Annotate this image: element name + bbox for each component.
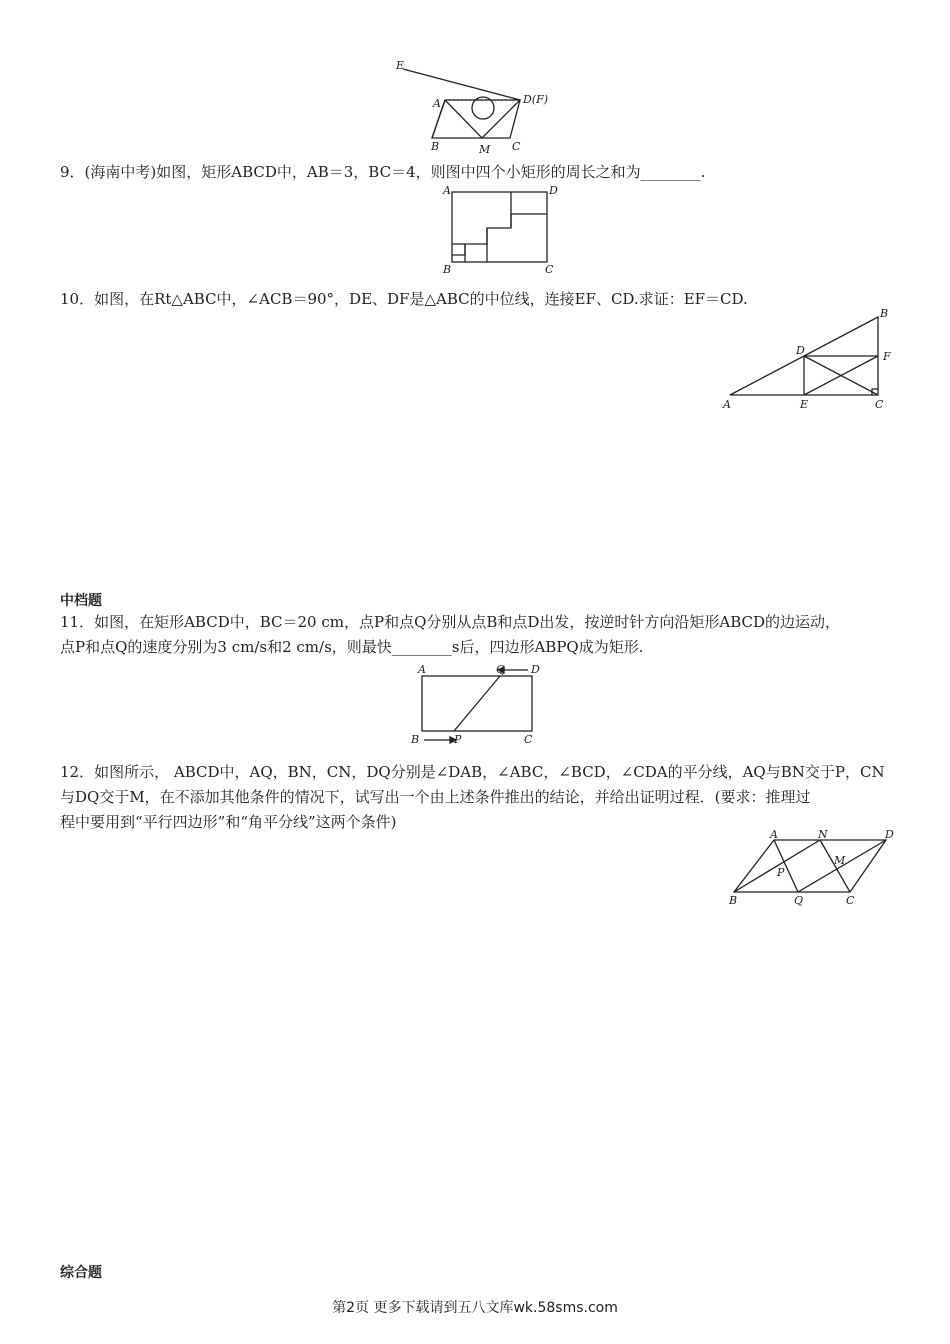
fig11-pq xyxy=(454,676,500,731)
fig8-fold-lines xyxy=(403,69,520,138)
fig8-label-b: B xyxy=(431,140,440,153)
fig10-label-c: C xyxy=(875,398,884,411)
question-11-line-1: 11．如图，在矩形ABCD中，BC＝20 cm，点P和点Q分别从点B和点D出发，按逆时针方向沿矩形ABCD的边运动， xyxy=(60,613,841,631)
fig11-label-p: P xyxy=(454,733,462,746)
fig10-label-d: D xyxy=(796,344,805,357)
fig8-label-df: D(F) xyxy=(523,93,549,106)
fig12-label-q: Q xyxy=(794,894,804,907)
fig12-label-n: N xyxy=(818,828,828,841)
figure-folded-rectangle xyxy=(390,55,570,155)
figure-staircase-rectangle xyxy=(435,182,565,277)
fig11-label-b: B xyxy=(411,733,420,746)
fig10-label-f: F xyxy=(883,350,891,363)
fig10-label-a: A xyxy=(723,398,731,411)
fig12-label-d: D xyxy=(885,828,894,841)
figure-parallelogram-bisectors xyxy=(720,828,900,910)
fig10-label-e: E xyxy=(800,398,809,411)
fig9-label-c: C xyxy=(545,263,554,276)
fig9-outer-rect xyxy=(452,192,547,262)
fig11-label-d: D xyxy=(531,663,540,676)
fig11-label-c: C xyxy=(524,733,533,746)
fig12-label-a: A xyxy=(770,828,778,841)
fig8-label-e: E xyxy=(396,59,405,72)
question-12-line-1: 12．如图所示， ABCD中，AQ，BN，CN，DQ分别是∠DAB，∠ABC，∠BCD，∠CDA的平分线，AQ与BN交于P，CN xyxy=(60,763,885,781)
fig9-label-a: A xyxy=(443,184,451,197)
question-9: 9．(海南中考)如图，矩形ABCD中，AB＝3，BC＝4，则图中四个小矩形的周长之和为________. xyxy=(60,163,706,181)
page-footer: 第2页 更多下载请到五八文库wk.58sms.com xyxy=(332,1300,618,1316)
fig11-label-q: Q xyxy=(496,663,506,676)
question-12-line-2: 与DQ交于M，在不添加其他条件的情况下，试写出一个由上述条件推出的结论，并给出证明过程．(要求：推理过 xyxy=(60,788,811,806)
fig10-label-b: B xyxy=(880,307,889,320)
fig9-staircase xyxy=(452,214,547,255)
question-11-line-2: 点P和点Q的速度分别为3 cm/s和2 cm/s，则最快________s后，四边形ABPQ成为矩形. xyxy=(60,638,644,656)
question-10: 10．如图，在Rt△ABC中，∠ACB＝90°，DE、DF是△ABC的中位线，连接EF、CD.求证：EF＝CD. xyxy=(60,290,748,308)
figure-moving-points-rectangle xyxy=(410,660,550,748)
fig12-label-b: B xyxy=(729,894,738,907)
fig11-label-a: A xyxy=(418,663,426,676)
figure-right-triangle xyxy=(718,305,898,415)
fig8-label-c: C xyxy=(512,140,521,153)
fig8-label-a: A xyxy=(433,97,441,110)
section-title-mid: 中档题 xyxy=(60,593,102,609)
fig12-label-m: M xyxy=(834,854,846,867)
fig12-label-c: C xyxy=(846,894,855,907)
question-12-line-3: 程中要用到“平行四边形”和“角平分线”这两个条件) xyxy=(60,813,397,831)
section-title-comprehensive: 综合题 xyxy=(60,1265,102,1281)
fig9-label-b: B xyxy=(443,263,452,276)
fig12-label-p: P xyxy=(777,866,785,879)
fig9-label-d: D xyxy=(549,184,558,197)
fig8-label-m: M xyxy=(479,143,491,155)
